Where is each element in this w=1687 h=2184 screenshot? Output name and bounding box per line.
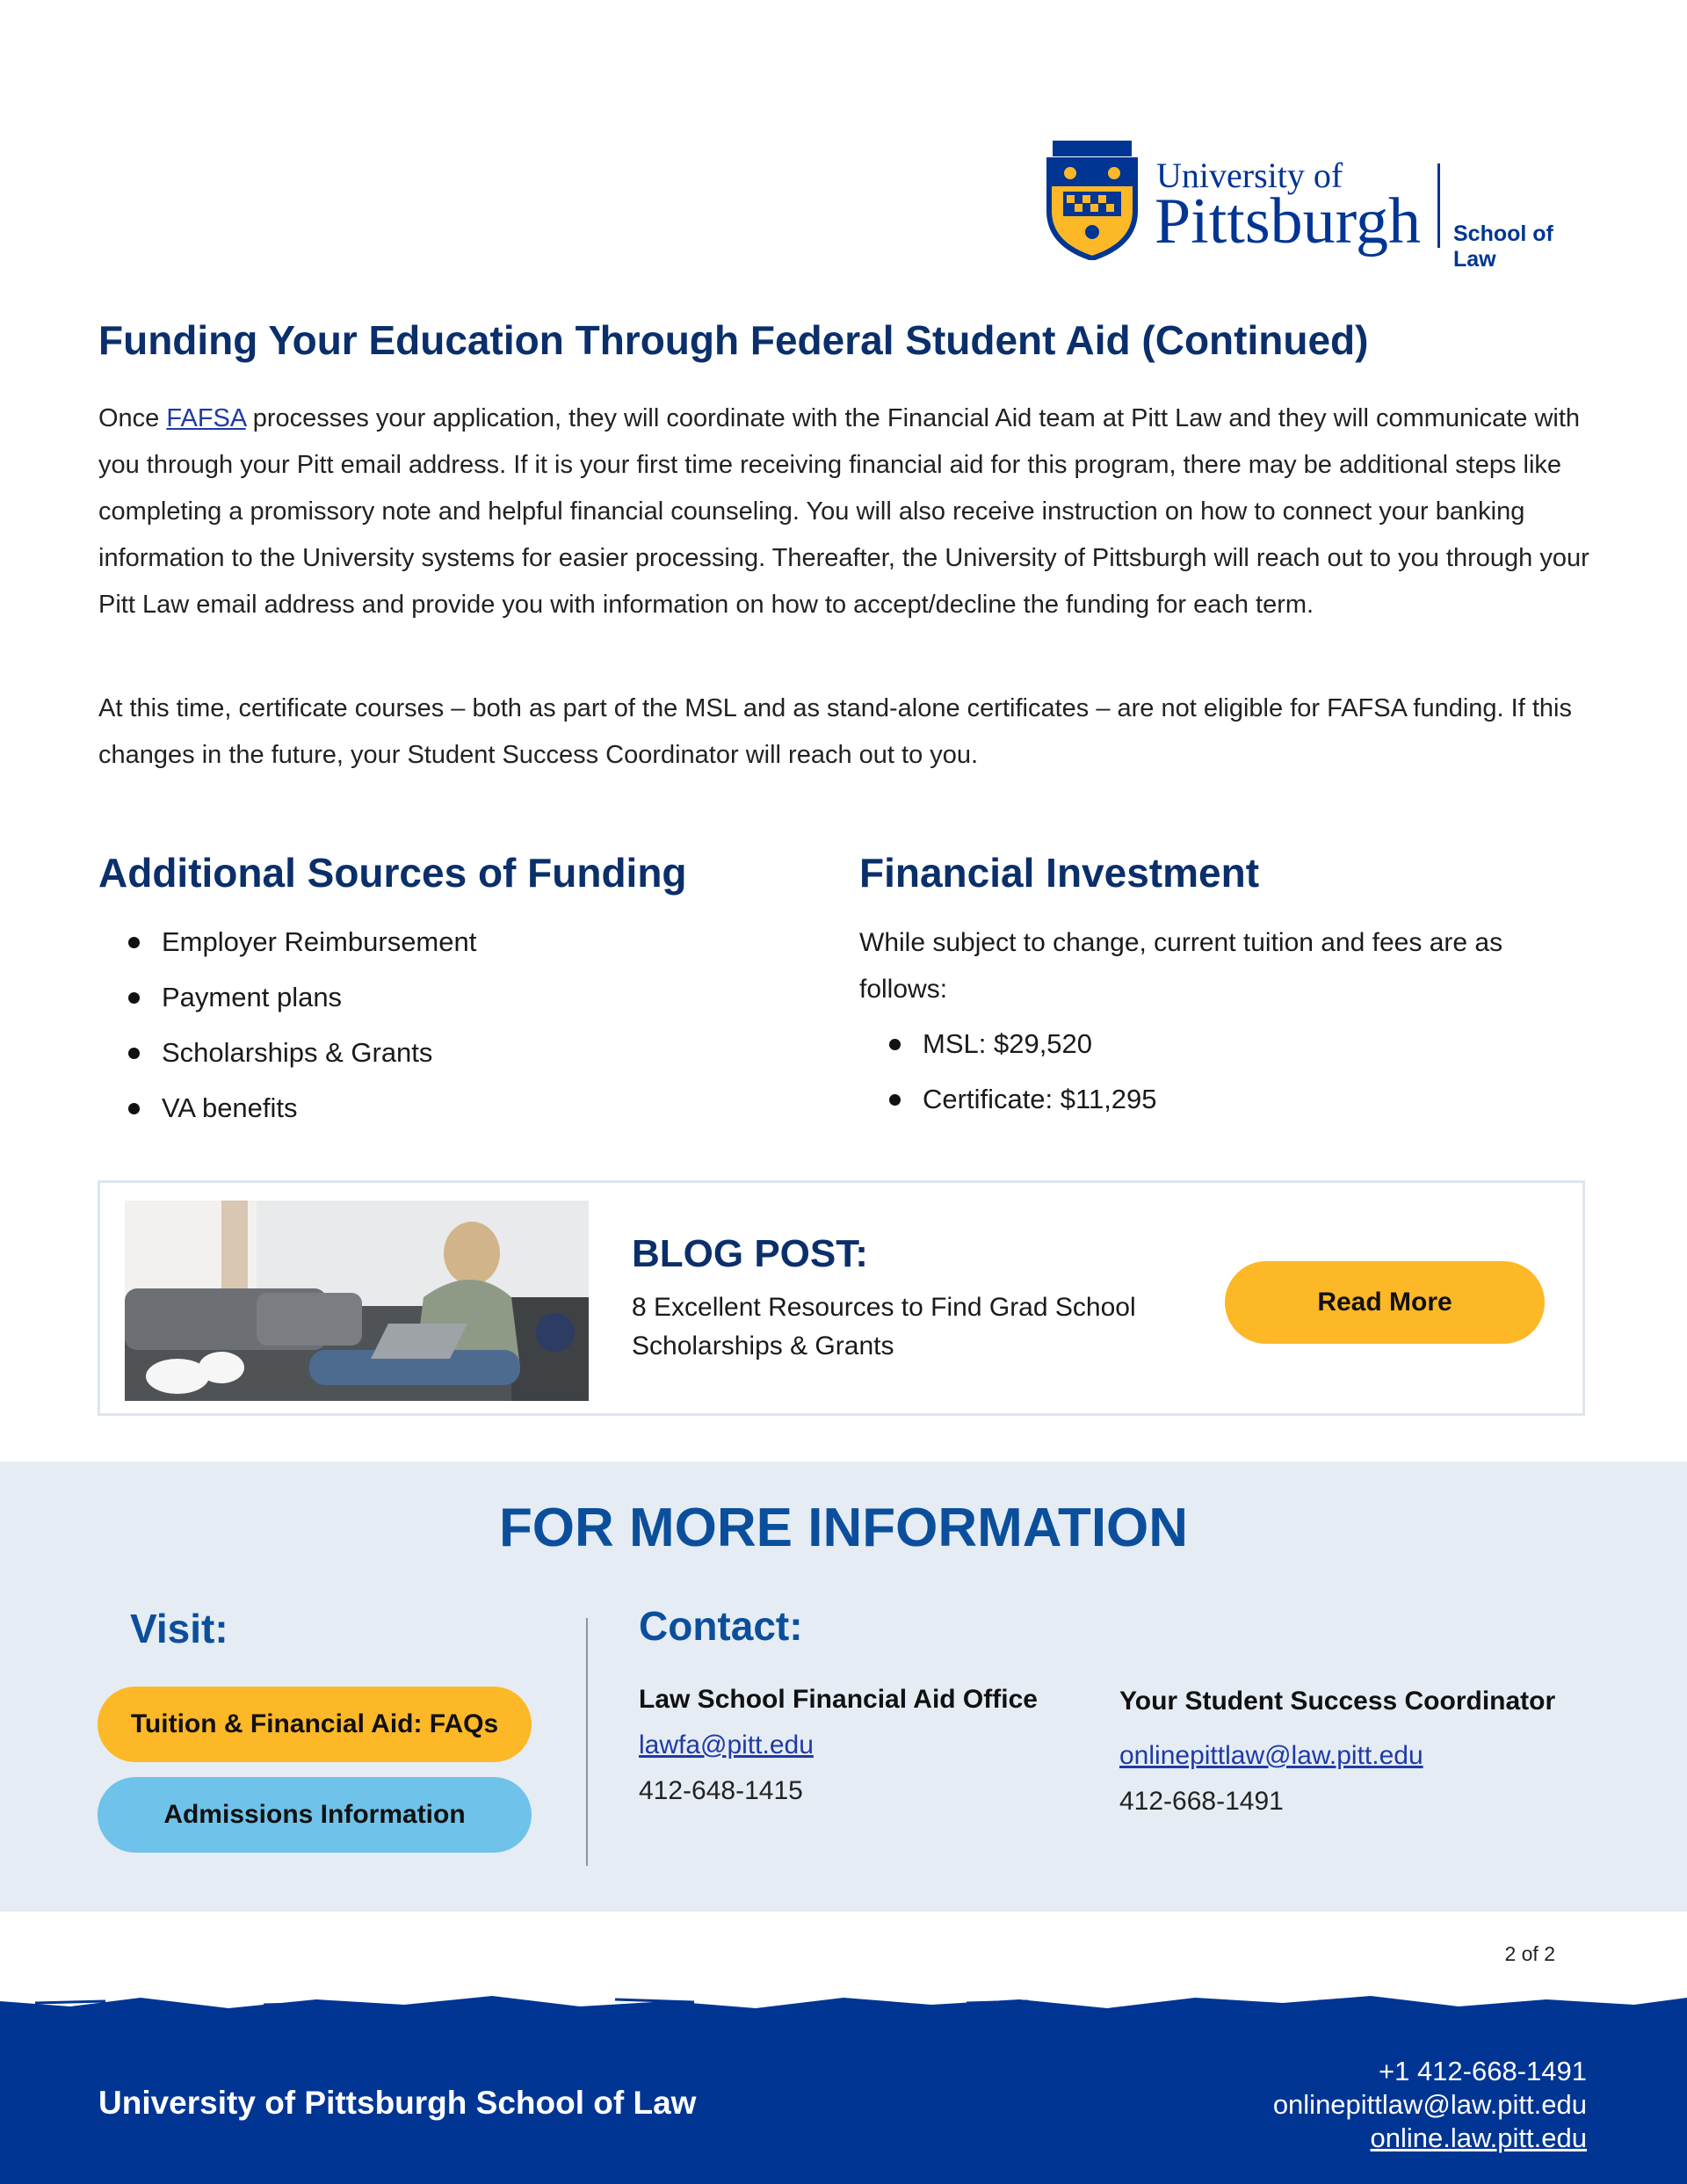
- blog-post-card: [98, 1180, 1585, 1416]
- section-divider: [586, 1618, 588, 1866]
- more-info-title: FOR MORE INFORMATION: [498, 1498, 1189, 1558]
- list-item: Certificate: $11,295: [859, 1082, 1474, 1137]
- additional-sources-list: [98, 925, 713, 1146]
- logo-school-of-law: School of Law: [1453, 221, 1553, 272]
- read-more-button[interactable]: Read More: [1225, 1261, 1545, 1344]
- admissions-info-button[interactable]: Admissions Information: [98, 1777, 532, 1853]
- financial-investment-heading: Financial Investment: [859, 850, 1260, 896]
- certificate-paragraph: At this time, certificate courses – both as part of the MSL and as stand-alone certificates – are not eligible for FAFSA funding. If this changes in the future, your Student Success Coordinator will reach out to you.: [98, 694, 1572, 769]
- list-item: Scholarships & Grants: [98, 1035, 713, 1091]
- list-item: VA benefits: [98, 1091, 713, 1146]
- logo-divider: [1437, 163, 1440, 248]
- blog-photo: [125, 1201, 589, 1401]
- fafsa-link[interactable]: FAFSA: [166, 404, 246, 432]
- footer-website-link[interactable]: online.law.pitt.edu: [1370, 2122, 1587, 2153]
- university-logo: [1044, 141, 1589, 272]
- tuition-list: [859, 1027, 1474, 1137]
- contact-email-financial-aid[interactable]: lawfa@pitt.edu: [639, 1731, 814, 1760]
- fafsa-paragraph: [98, 395, 1592, 628]
- logo-university-of: University of: [1156, 156, 1343, 195]
- footer: [0, 2021, 1687, 2184]
- page-title: Funding Your Education Through Federal Student Aid (Continued): [98, 317, 1369, 363]
- footer-contact: [1273, 2055, 1587, 2155]
- contact-email-coordinator[interactable]: onlinepittlaw@law.pitt.edu: [1119, 1741, 1423, 1770]
- contact-name-financial-aid: Law School Financial Aid Office: [639, 1685, 1038, 1714]
- visit-heading: Visit:: [130, 1606, 228, 1651]
- financial-investment-intro: While subject to change, current tuition and fees are as follows:: [859, 928, 1503, 1004]
- blog-title-line: Scholarships & Grants: [632, 1331, 894, 1360]
- blog-title-line: 8 Excellent Resources to Find Grad School: [632, 1293, 1136, 1322]
- footer-school-name: University of Pittsburgh School of Law: [98, 2085, 697, 2121]
- contact-name-coordinator: Your Student Success Coordinator: [1119, 1687, 1556, 1716]
- paragraph-text-start: Once: [98, 404, 167, 432]
- contact-heading: Contact:: [639, 1603, 803, 1649]
- list-item: MSL: $29,520: [859, 1027, 1474, 1082]
- blog-post-title: [632, 1288, 1194, 1366]
- list-item: Payment plans: [98, 980, 713, 1035]
- footer-phone: +1 412-668-1491: [1378, 2056, 1587, 2086]
- footer-email: onlinepittlaw@law.pitt.edu: [1272, 2089, 1587, 2120]
- page-number: 2 of 2: [1504, 1942, 1555, 1965]
- paragraph-text-rest: processes your application, they will coordinate with the Financial Aid team at Pitt Law and they will communicate with you through your Pitt email address. If it is your first time receiving financial aid for this program, there may be additional steps like completing a promissory note and helpful financial counseling. You will also receive instruction on how to connect your banking information to the University systems for easier processing. Thereafter, the University of Pittsburgh will reach out to you through your Pitt Law email address and provide you with information on how to accept/decline the funding for each term.: [98, 404, 1589, 619]
- list-item: Employer Reimbursement: [98, 925, 713, 980]
- tuition-faqs-button[interactable]: Tuition & Financial Aid: FAQs: [98, 1687, 532, 1762]
- contact-phone-financial-aid: 412-648-1415: [639, 1776, 803, 1805]
- contact-phone-coordinator: 412-668-1491: [1119, 1787, 1284, 1816]
- woman-with-laptop-image: [125, 1201, 589, 1401]
- additional-sources-heading: Additional Sources of Funding: [98, 850, 687, 896]
- more-info-section: [0, 1462, 1687, 1912]
- logo-pittsburgh: Pittsburgh: [1155, 185, 1421, 258]
- pitt-crest-icon: [1044, 141, 1140, 260]
- blog-post-label: BLOG POST:: [632, 1232, 868, 1275]
